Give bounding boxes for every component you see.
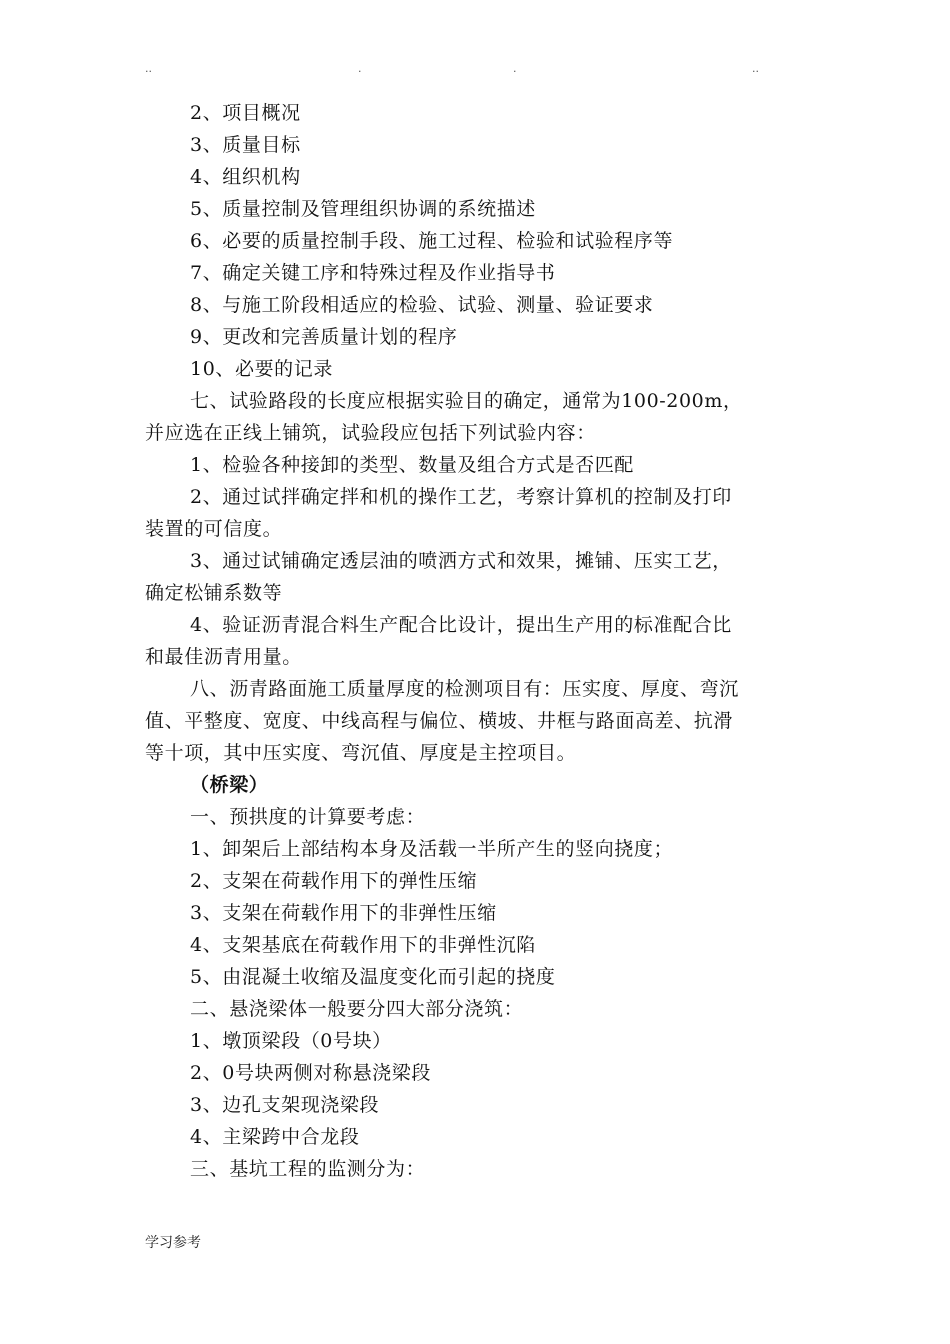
header-mark-center-right: . <box>513 62 517 75</box>
list-item: 4、支架基底在荷载作用下的非弹性沉陷 <box>190 934 536 956</box>
list-item-continued: 确定松铺系数等 <box>145 582 283 604</box>
list-item: 2、通过试拌确定拌和机的操作工艺，考察计算机的控制及打印 <box>190 486 732 508</box>
section-paragraph: 二、悬浇梁体一般要分四大部分浇筑： <box>190 998 524 1020</box>
section-heading-bridge: （桥梁） <box>190 774 269 796</box>
list-item: 1、墩顶梁段（0号块） <box>190 1030 392 1052</box>
list-item: 4、组织机构 <box>190 166 301 188</box>
page-footer: 学习参考 <box>145 1235 201 1251</box>
section-paragraph: 三、基坑工程的监测分为： <box>190 1158 426 1180</box>
section-paragraph-continued: 等十项，其中压实度、弯沉值、厚度是主控项目。 <box>145 742 577 764</box>
section-paragraph: 七、试验路段的长度应根据实验目的确定，通常为100-200m， <box>190 390 743 412</box>
header-mark-center-left: . <box>358 62 362 75</box>
list-item: 4、主梁跨中合龙段 <box>190 1126 360 1148</box>
list-item: 2、0号块两侧对称悬浇梁段 <box>190 1062 431 1084</box>
list-item: 4、验证沥青混合料生产配合比设计，提出生产用的标准配合比 <box>190 614 732 636</box>
section-paragraph-continued: 值、平整度、宽度、中线高程与偏位、横坡、井框与路面高差、抗滑 <box>145 710 734 732</box>
list-item: 8、与施工阶段相适应的检验、试验、测量、验证要求 <box>190 294 654 316</box>
list-item: 1、检验各种接卸的类型、数量及组合方式是否匹配 <box>190 454 634 476</box>
section-paragraph: 一、预拱度的计算要考虑： <box>190 806 426 828</box>
list-item: 3、支架在荷载作用下的非弹性压缩 <box>190 902 497 924</box>
header-mark-left: .. <box>145 62 152 75</box>
list-item: 10、必要的记录 <box>190 358 333 380</box>
list-item: 5、质量控制及管理组织协调的系统描述 <box>190 198 536 220</box>
list-item: 2、项目概况 <box>190 102 301 124</box>
list-item: 3、通过试铺确定透层油的喷洒方式和效果，摊铺、压实工艺， <box>190 550 732 572</box>
list-item-continued: 和最佳沥青用量。 <box>145 646 302 668</box>
section-paragraph-continued: 并应选在正线上铺筑，试验段应包括下列试验内容： <box>145 422 596 444</box>
header-mark-right: .. <box>752 62 759 75</box>
list-item: 7、确定关键工序和特殊过程及作业指导书 <box>190 262 556 284</box>
section-paragraph: 八、沥青路面施工质量厚度的检测项目有：压实度、厚度、弯沉 <box>190 678 739 700</box>
list-item: 3、边孔支架现浇梁段 <box>190 1094 380 1116</box>
list-item: 1、卸架后上部结构本身及活载一半所产生的竖向挠度； <box>190 838 674 860</box>
list-item-continued: 装置的可信度。 <box>145 518 283 540</box>
list-item: 2、支架在荷载作用下的弹性压缩 <box>190 870 478 892</box>
list-item: 3、质量目标 <box>190 134 301 156</box>
list-item: 6、必要的质量控制手段、施工过程、检验和试验程序等 <box>190 230 674 252</box>
list-item: 5、由混凝土收缩及温度变化而引起的挠度 <box>190 966 556 988</box>
list-item: 9、更改和完善质量计划的程序 <box>190 326 458 348</box>
